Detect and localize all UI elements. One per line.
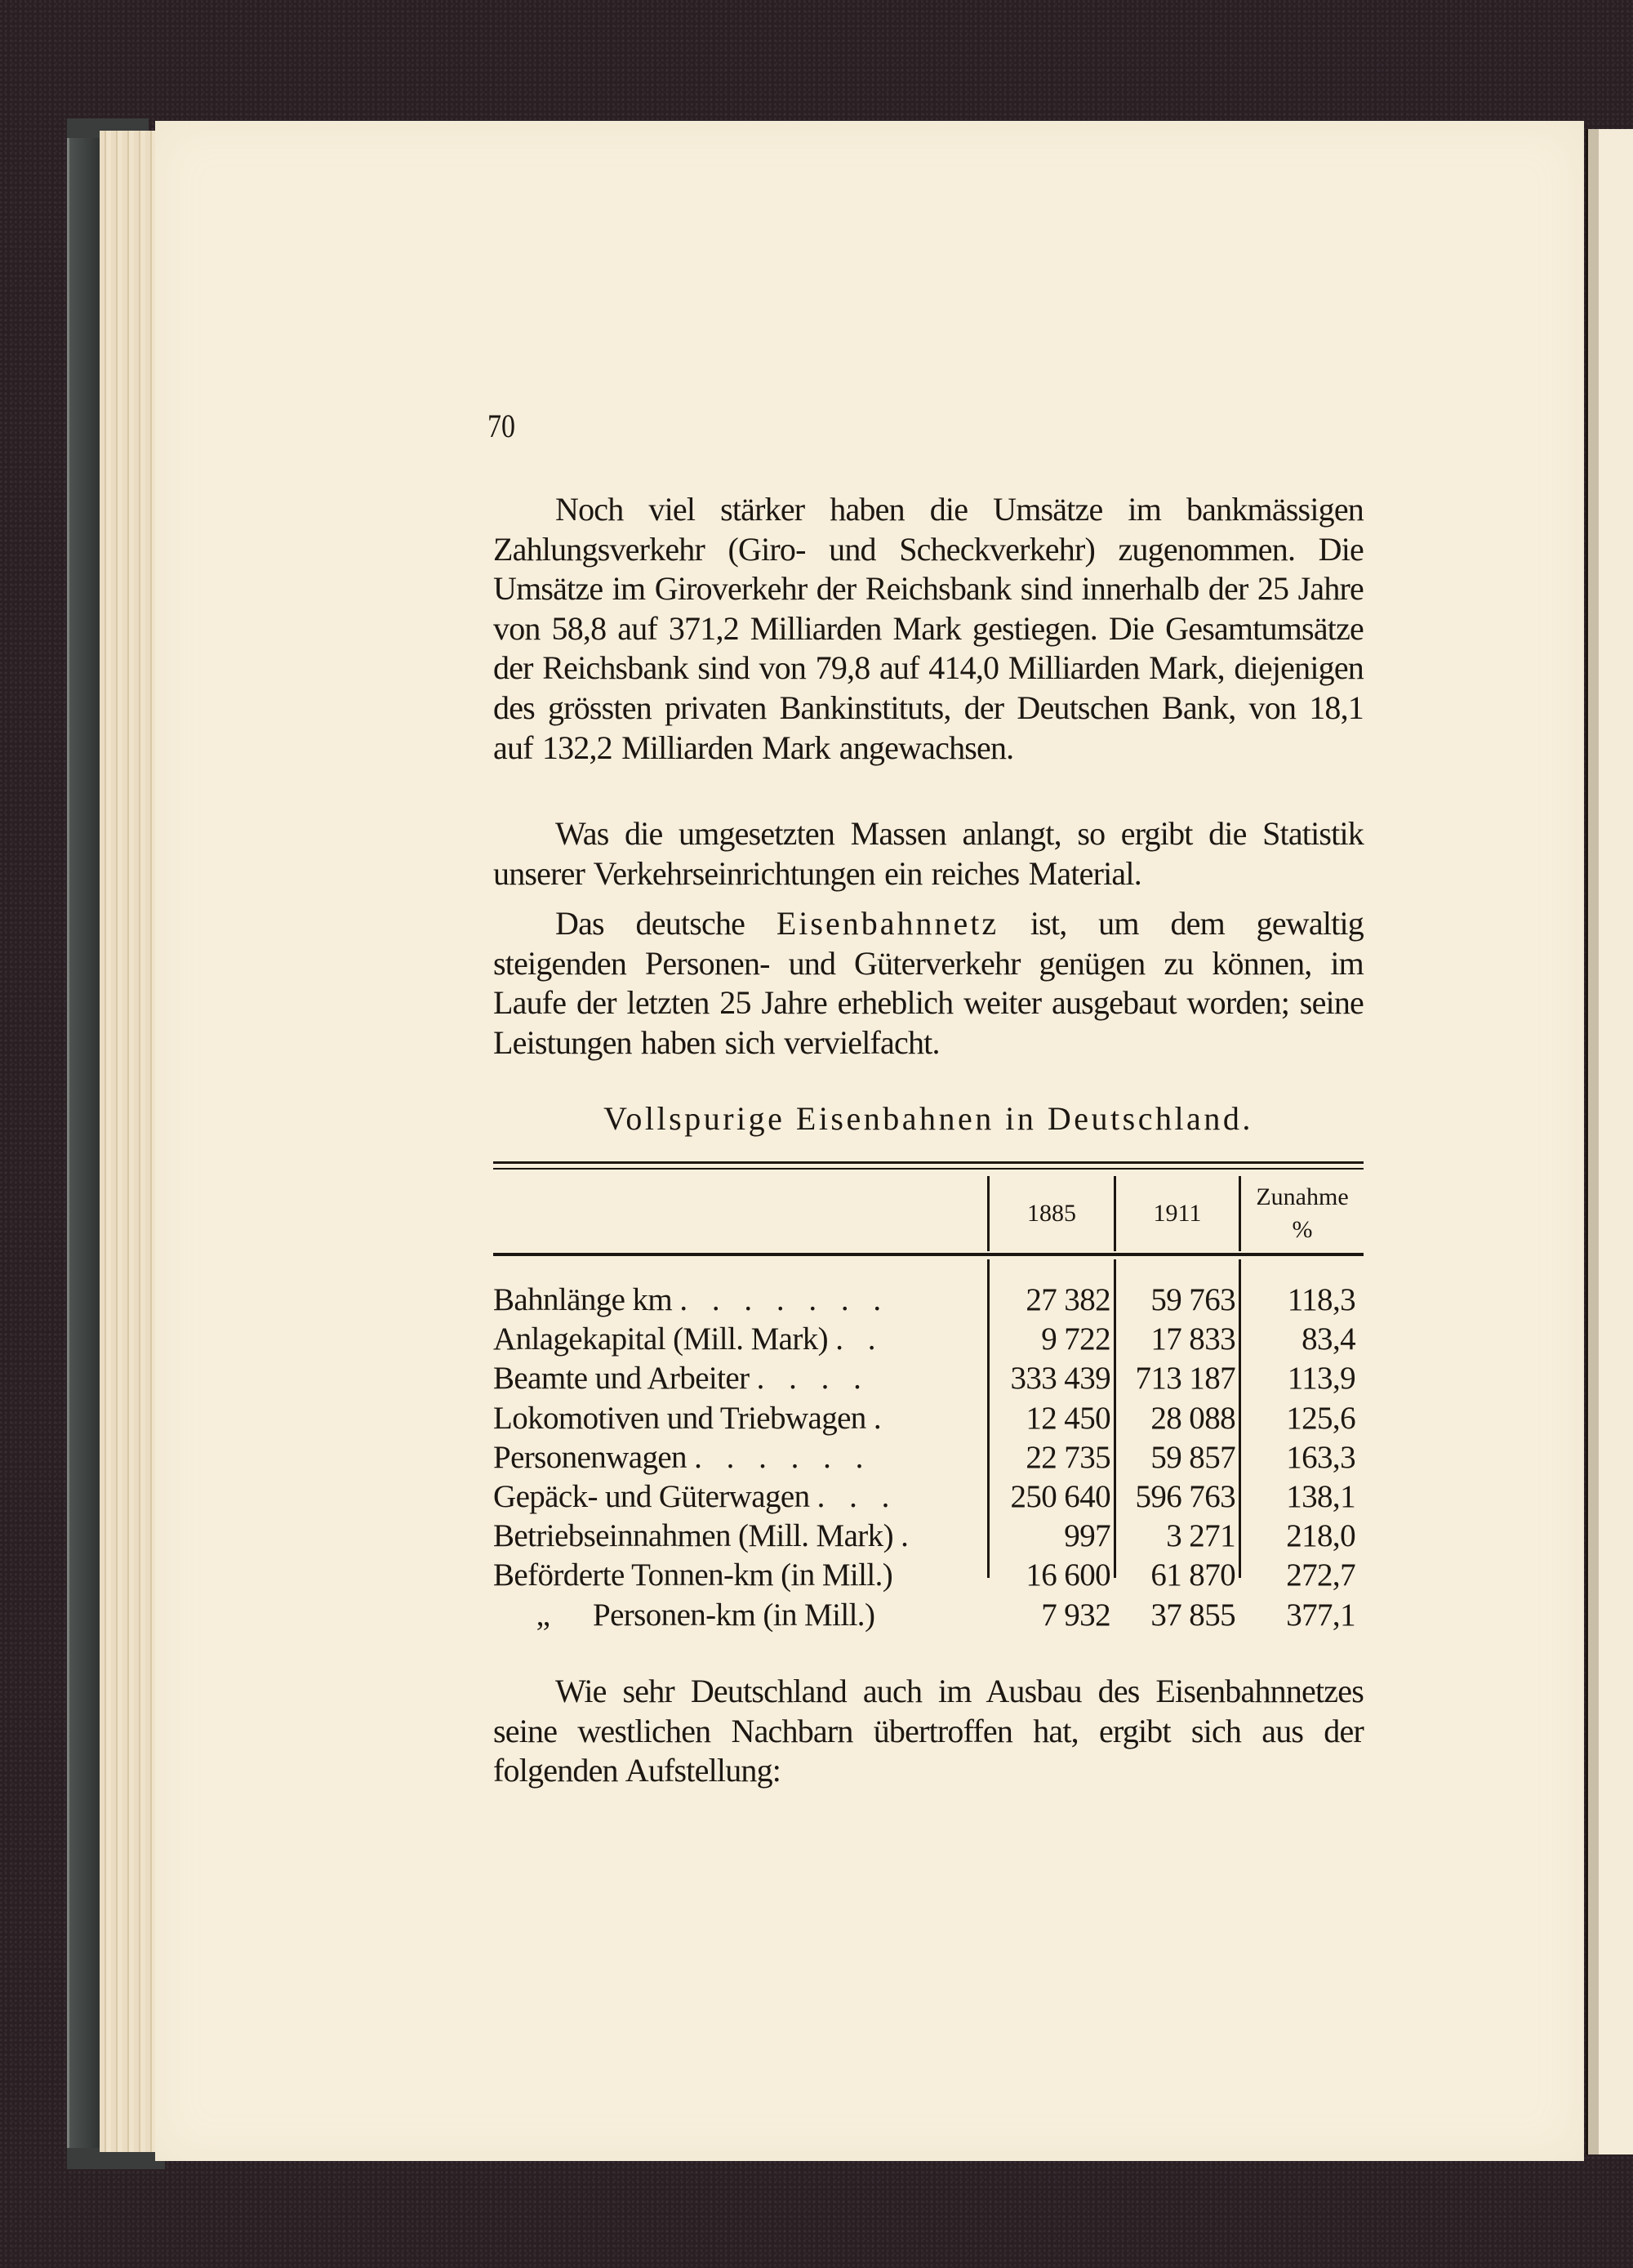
paragraph-text: Noch viel stärker haben die Umsätze im bankmässigen Zahlungsverkehr (Giro- und Scheckverkehr) zugenommen. Die Umsätze im Giroverkehr der Reichsbank sind innerhalb der 25 Jahre von 58,8 auf 371,2 Milliarden Mark gestiegen. Die Gesamtumsätze der Reichsbank sind von 79,8 auf 414,0 Milliarden Mark, diejenigen des grössten privaten Bankinstituts, der Deutschen Bank, von 18,1 auf 132,2 Milliarden Mark angewachsen. (493, 491, 1364, 766)
leader-dots: . . . (816, 1478, 898, 1514)
leader-dots: . . (835, 1321, 884, 1357)
row-label-text: Personen-km (in Mill.) (593, 1597, 875, 1633)
header-1885: 1885 (1027, 1200, 1076, 1227)
row-label (493, 1477, 983, 1517)
book-page (155, 121, 1584, 2161)
paragraph-text: Wie sehr Deutschland auch im Ausbau des Eisenbahnnetzes seine westlichen Nachbarn übertroffen hat, ergibt sich aus der folgenden Aufstellung: (493, 1673, 1364, 1789)
row-label (493, 1281, 983, 1320)
value-1885: 997 (1064, 1518, 1110, 1554)
row-label-text: Anlagekapital (Mill. Mark) (493, 1321, 829, 1357)
row-label (493, 1556, 983, 1595)
value-increase: 125,6 (1286, 1400, 1355, 1436)
row-label (493, 1320, 983, 1359)
value-increase: 163,3 (1286, 1439, 1355, 1475)
paragraph-statistics (493, 814, 1364, 893)
table-header-rule (493, 1253, 1364, 1256)
value-1911: 713 187 (1135, 1361, 1235, 1397)
facing-page-edge (1586, 129, 1633, 2154)
value-1911: 59 857 (1150, 1439, 1235, 1475)
ditto-mark: „ (536, 1597, 550, 1633)
table-row (493, 1596, 1364, 1635)
table-row (493, 1517, 1364, 1556)
row-label-text: Beförderte Tonnen-km (in Mill.) (493, 1557, 893, 1593)
value-1885: 27 382 (1026, 1282, 1110, 1317)
value-increase: 118,3 (1287, 1282, 1355, 1317)
page-number: 70 (487, 408, 515, 444)
table-row (493, 1359, 1364, 1398)
leader-dots: . . . . (756, 1361, 870, 1397)
paragraph-comparison (493, 1672, 1364, 1791)
leader-dots: . . . . . . . (679, 1282, 890, 1317)
table-row (493, 1320, 1364, 1359)
value-increase: 377,1 (1286, 1597, 1355, 1633)
row-label (493, 1517, 983, 1556)
value-1911: 37 855 (1150, 1597, 1235, 1633)
header-increase-label: Zunahme (1256, 1183, 1349, 1210)
value-increase: 218,0 (1286, 1518, 1355, 1554)
leader-dots: . (873, 1400, 890, 1436)
table-body (493, 1281, 1364, 1635)
table-row (493, 1399, 1364, 1438)
value-1885: 250 640 (1010, 1478, 1110, 1514)
leader-dots: . . . . . . (694, 1439, 872, 1475)
paragraph-text: Was die umgesetzten Massen anlangt, so ergibt die Statistik unserer Verkehrseinrichtungen ein reiches Material. (493, 815, 1364, 892)
row-label (493, 1399, 983, 1438)
value-1885: 9 722 (1041, 1321, 1110, 1357)
paragraph-railway-network (493, 904, 1364, 1063)
row-label-text: Bahnlänge km (493, 1282, 673, 1317)
book-cover-spine (67, 118, 102, 2164)
value-increase: 113,9 (1287, 1361, 1355, 1397)
paragraph-text-after: ist, um dem gewaltig steigenden Personen- und Güterverkehr genügen zu können, im Laufe der letzten 25 Jahre erheblich weiter ausgebaut worden; seine Leistungen haben sich vervielfacht. (493, 905, 1364, 1061)
value-increase: 272,7 (1286, 1557, 1355, 1593)
value-increase: 138,1 (1286, 1478, 1355, 1514)
value-1885: 16 600 (1026, 1557, 1110, 1593)
table-row (493, 1556, 1364, 1595)
value-1885: 22 735 (1026, 1439, 1110, 1475)
table-top-double-rule (493, 1161, 1364, 1170)
value-1911: 3 271 (1166, 1518, 1235, 1554)
row-label-text: Personenwagen (493, 1439, 687, 1475)
value-1911: 59 763 (1150, 1282, 1235, 1317)
row-label-text: Beamte und Arbeiter (493, 1361, 750, 1397)
value-1911: 596 763 (1135, 1478, 1235, 1514)
value-1911: 28 088 (1150, 1400, 1235, 1436)
header-1911: 1911 (1153, 1200, 1202, 1227)
value-1911: 61 870 (1150, 1557, 1235, 1593)
row-label (493, 1359, 983, 1398)
emphasized-word: Eisenbahnnetz (776, 905, 999, 942)
row-label (493, 1438, 983, 1477)
table-title: Vollspurige Eisenbahnen in Deutschland. (603, 1100, 1253, 1137)
row-label-text: Gepäck- und Güterwagen (493, 1478, 810, 1514)
value-increase: 83,4 (1302, 1321, 1355, 1357)
leader-dots: . (901, 1518, 917, 1554)
value-1911: 17 833 (1150, 1321, 1235, 1357)
paragraph-text-before: Das deutsche (555, 905, 776, 942)
row-label-text: Betriebseinnahmen (Mill. Mark) (493, 1518, 893, 1554)
header-percent-sign: % (1292, 1216, 1313, 1243)
header-increase (1241, 1176, 1364, 1251)
value-1885: 12 450 (1026, 1400, 1110, 1436)
row-label (493, 1596, 983, 1635)
paragraph-bank-turnover (493, 490, 1364, 768)
value-1885: 7 932 (1041, 1597, 1110, 1633)
table-row (493, 1438, 1364, 1477)
table-row (493, 1477, 1364, 1517)
row-label-text: Lokomotiven und Triebwagen (493, 1400, 866, 1436)
value-1885: 333 439 (1010, 1361, 1110, 1397)
table-row (493, 1281, 1364, 1320)
